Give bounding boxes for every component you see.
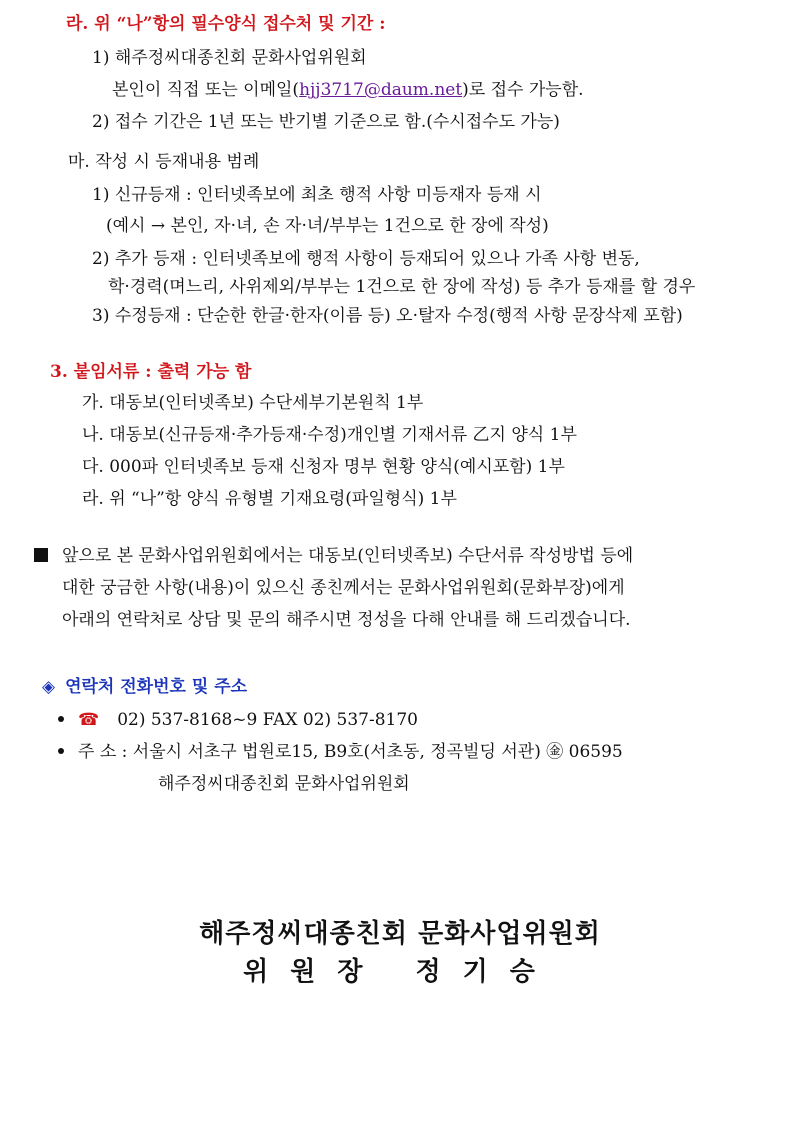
- section-la-item1: 1) 해주정씨대종친회 문화사업위원회: [92, 48, 367, 68]
- attachment-item: 가. 대동보(인터넷족보) 수단세부기본원칙 1부: [82, 393, 424, 413]
- diamond-bullet-icon: ◈: [42, 677, 56, 697]
- contact-org: 해주정씨대종친회 문화사업위원회: [158, 774, 410, 794]
- section-ma-item2: 2) 추가 등재 : 인터넷족보에 행적 사항이 등재되어 있으나 가족 사항 변동,: [92, 249, 640, 269]
- section-ma-item2-cont: 학·경력(며느리, 사위제외/부부는 1건으로 한 장에 작성) 등 추가 등재를 할 경우: [108, 277, 696, 297]
- contact-address: 주 소 : 서울시 서초구 법원로15, B9호(서초동, 정곡빌딩 서관) ㊎ 06595: [78, 742, 623, 762]
- section-ma-heading: 마. 작성 시 등재내용 범례: [68, 152, 260, 172]
- section-la-item2: 2) 접수 기간은 1년 또는 반기별 기준으로 함.(수시접수도 가능): [92, 112, 560, 132]
- notice-line1: [34, 544, 633, 568]
- section-ma-item1: 1) 신규등재 : 인터넷족보에 최초 행적 사항 미등재자 등재 시: [92, 185, 542, 205]
- contact-phone-line: [58, 708, 418, 732]
- notice-line2: 대한 궁금한 사항(내용)이 있으신 종친께서는 문화사업위원회(문화부장)에게: [62, 578, 625, 598]
- section-3-heading: 3. 붙임서류 : 출력 가능 함: [50, 362, 252, 382]
- detail-pre: 본인이 직접 또는 이메일(: [112, 80, 300, 100]
- contact-address-line: [58, 740, 623, 764]
- attachment-item: 다. 000파 인터넷족보 등재 신청자 명부 현황 양식(예시포함) 1부: [82, 457, 565, 477]
- email-link[interactable]: hjj3717@daum.net: [299, 80, 463, 100]
- detail-post: )로 접수 가능함.: [462, 80, 584, 100]
- section-ma-item1-note: (예시 → 본인, 자·녀, 손 자·녀/부부는 1건으로 한 장에 작성): [106, 216, 549, 236]
- attachment-item: 라. 위 “나”항 양식 유형별 기재요령(파일형식) 1부: [82, 489, 457, 509]
- attachment-item: 나. 대동보(신규등재·추가등재·수정)개인별 기재서류 乙지 양식 1부: [82, 425, 577, 445]
- section-ma-item3: 3) 수정등재 : 단순한 한글·한자(이름 등) 오·탈자 수정(행적 사항 문장삭제 포함): [92, 306, 683, 326]
- notice-line3: 아래의 연락처로 상담 및 문의 해주시면 정성을 다해 안내를 해 드리겠습니다.: [62, 610, 631, 630]
- section-la-heading: 라. 위 “나”항의 필수양식 접수처 및 기간 :: [66, 14, 386, 34]
- bullet-icon: [58, 716, 64, 722]
- telephone-icon: ☎: [78, 710, 100, 730]
- square-bullet-icon: [34, 548, 48, 562]
- contact-heading: [42, 675, 247, 699]
- section-la-item1-detail: [112, 78, 584, 102]
- bullet-icon: [58, 748, 64, 754]
- contact-heading-text: 연락처 전화번호 및 주소: [65, 677, 248, 697]
- signature-title: 위원장 정기승: [243, 957, 557, 987]
- contact-phone: 02) 537-8168~9 FAX 02) 537-8170: [117, 710, 418, 730]
- notice-text: 앞으로 본 문화사업위원회에서는 대동보(인터넷족보) 수단서류 작성방법 등에: [62, 546, 634, 566]
- signature-org: 해주정씨대종친회 문화사업위원회: [199, 919, 601, 949]
